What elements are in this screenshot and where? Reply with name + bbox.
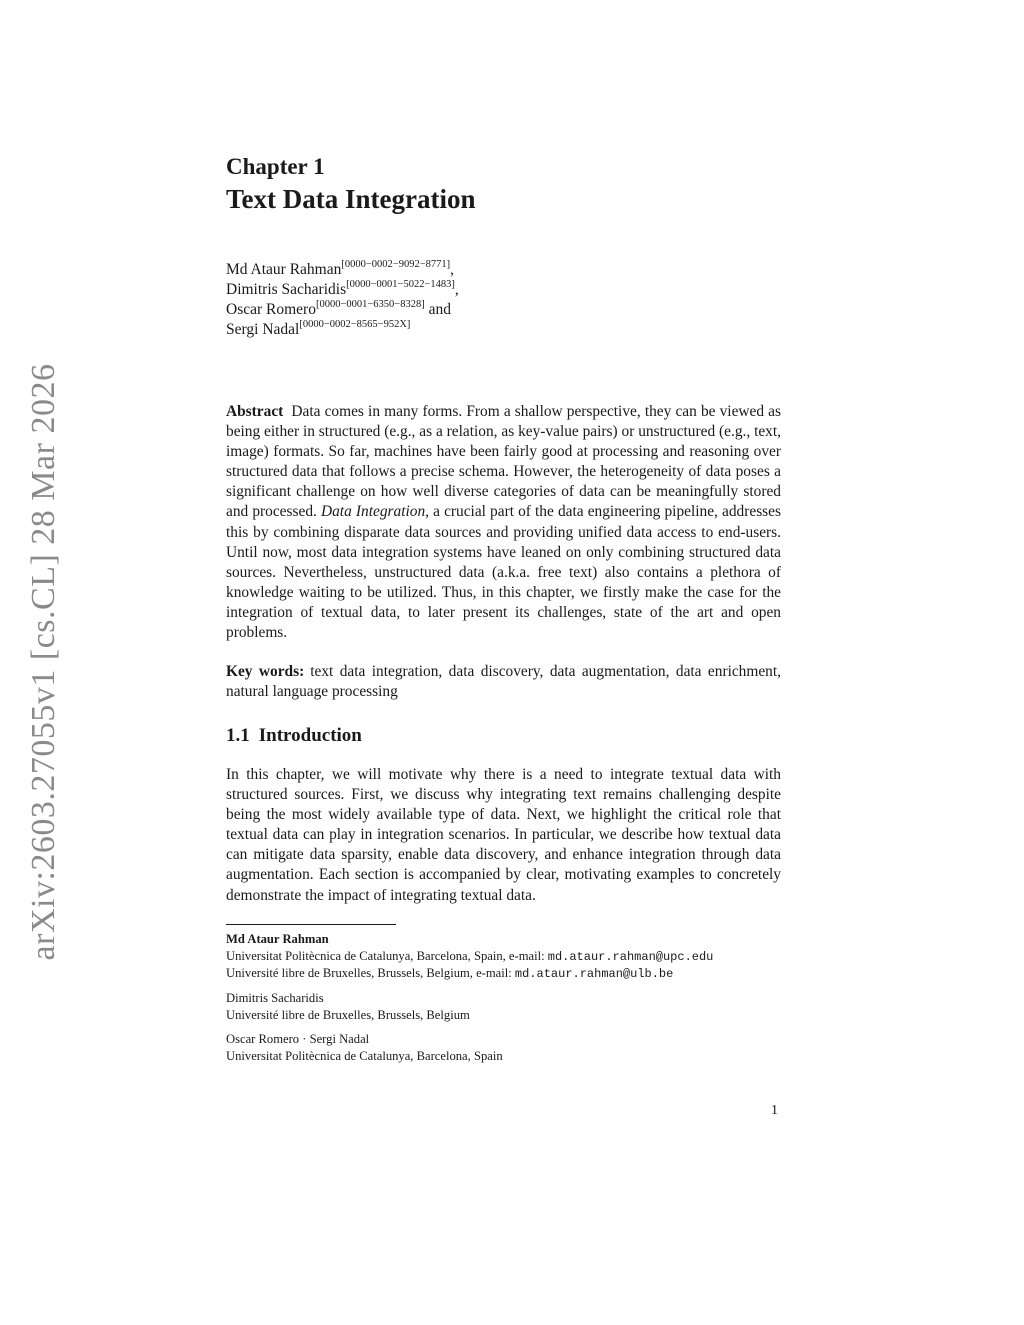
affiliation-author: Dimitris Sacharidis <box>226 991 324 1005</box>
author-entry <box>226 260 459 280</box>
author-separator: and <box>424 301 451 318</box>
section-number: 1.1 <box>226 725 250 746</box>
intro-paragraph: In this chapter, we will motivate why there is a need to integrate textual data with structured sources. First, we discuss why integrating text remains challenging despite being the most widely available type of data. Next, we highlight the critical role that textual data can play in integration scenarios. In particular, we describe how textual data can mitigate data sparsity, enable data discovery, and enhance integration through data augmentation. Each section is accompanied by clear, motivating examples to concretely demonstrate the impact of integrating textual data. <box>226 766 781 904</box>
section-heading <box>226 725 362 747</box>
affiliation-line <box>226 965 713 983</box>
footnote-divider <box>226 924 396 925</box>
author-name: Sergi Nadal <box>226 321 300 338</box>
author-separator: , <box>454 281 459 298</box>
orcid-id: [0000−0002−8565−952X] <box>299 319 411 330</box>
section-title: Introduction <box>258 725 362 746</box>
author-name: Md Ataur Rahman <box>226 261 342 278</box>
affiliation-institution: Université libre de Bruxelles, Brussels, Belgium, e-mail: <box>226 966 515 980</box>
author-entry <box>226 280 459 300</box>
affiliation-block <box>226 990 470 1023</box>
chapter-label: Chapter 1 <box>226 154 325 179</box>
email-address[interactable]: md.ataur.rahman@upc.edu <box>547 949 714 964</box>
affiliation-institution: Universitat Politècnica de Catalunya, Barcelona, Spain <box>226 1048 503 1063</box>
affiliation-line <box>226 948 713 966</box>
affiliation-institution: Université libre de Bruxelles, Brussels, Belgium <box>226 1007 470 1022</box>
orcid-id: [0000−0001−5022−1483] <box>346 279 455 290</box>
arxiv-identifier: arXiv:2603.27055v1 [cs.CL] 28 Mar 2026 <box>25 363 62 961</box>
abstract-text: Data comes in many forms. From a shallow perspective, they can be viewed as being either in structured (e.g., as a relation, as key-value pairs) or unstructured (e.g., text, image) formats. So far, machines have been fairly good at processing and reasoning over structured data that follows a precise schema. However, the heterogeneity of data poses a significant challenge on how well diverse categories of data can be meaningfully stored and processed. <box>226 403 781 521</box>
keywords-label: Key words: <box>226 663 305 680</box>
abstract-emphasis: Data Integration <box>321 503 426 521</box>
author-list <box>226 260 459 340</box>
orcid-id: [0000−0002−9092−8771] <box>341 259 451 270</box>
author-separator: , <box>450 261 455 278</box>
keywords <box>226 662 781 702</box>
email-address[interactable]: md.ataur.rahman@ulb.be <box>514 967 674 981</box>
affiliation-block <box>226 931 713 983</box>
page-number: 1 <box>771 1103 778 1118</box>
affiliation-author: Oscar Romero · Sergi Nadal <box>226 1032 370 1046</box>
chapter-title: Text Data Integration <box>226 184 476 214</box>
orcid-id: [0000−0001−6350−8328] <box>315 299 425 310</box>
author-name: Dimitris Sacharidis <box>226 281 347 298</box>
author-name: Oscar Romero <box>226 301 316 318</box>
author-entry <box>226 300 459 320</box>
affiliation-author: Md Ataur Rahman <box>226 932 329 946</box>
author-entry <box>226 320 459 340</box>
abstract <box>226 402 781 643</box>
abstract-text-continued: , a crucial part of the data engineering pipeline, addresses this by combining disparate data sources and providing unified data access to end-users. Until now, most data integration systems have leaned on only combining structured data sources. Nevertheless, unstructured data (a.k.a. free text) also contains a plethora of knowledge waiting to be utilized. Thus, in this chapter, we firstly make the case for the integration of textual data, to later present its challenges, state of the art and open problems. <box>226 503 781 642</box>
keywords-text: text data integration, data discovery, data augmentation, data enrichment, natural language processing <box>226 663 781 701</box>
abstract-label: Abstract <box>226 403 284 420</box>
affiliation-block <box>226 1031 503 1064</box>
affiliation-institution: Universitat Politècnica de Catalunya, Barcelona, Spain, e-mail: <box>226 948 548 963</box>
